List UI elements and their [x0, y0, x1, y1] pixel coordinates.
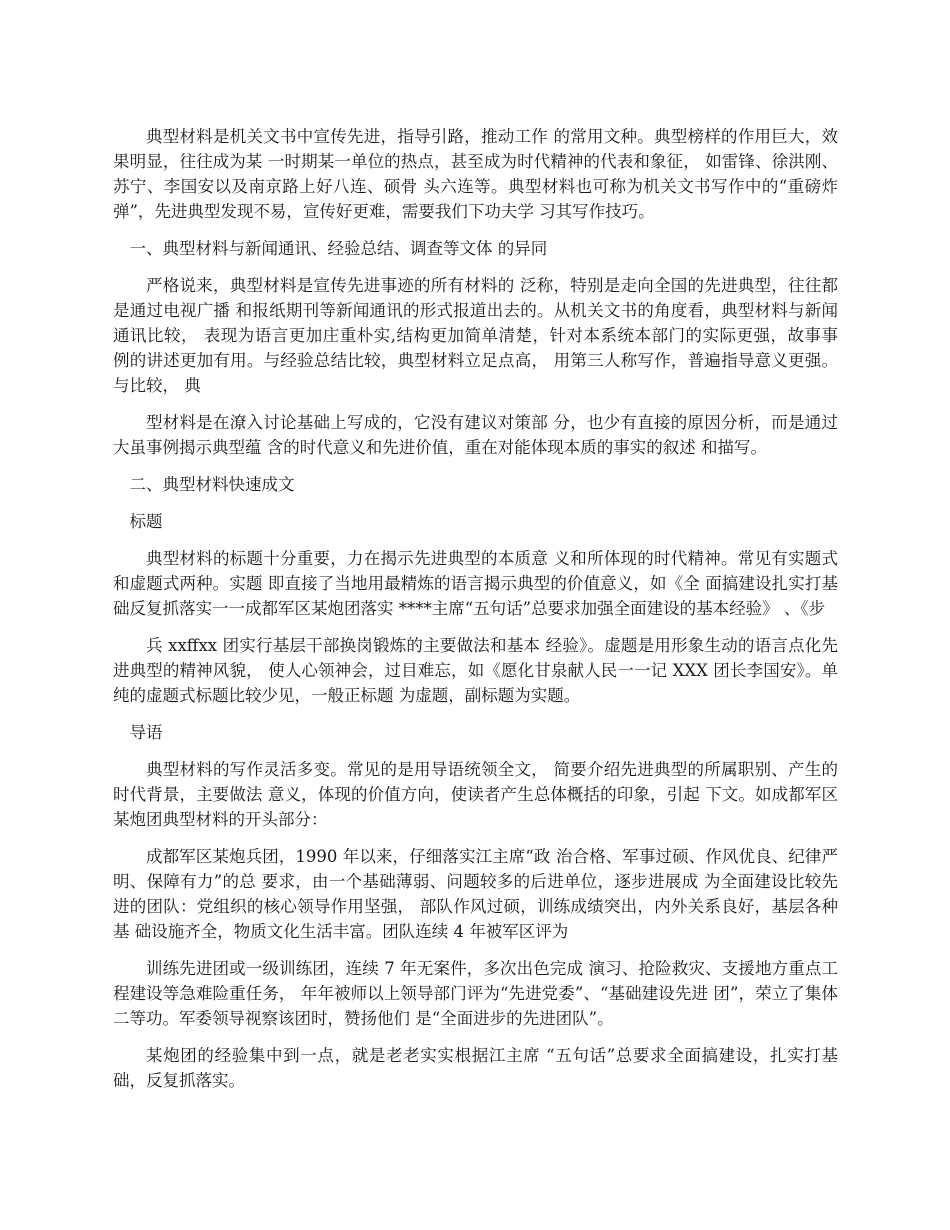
section-heading-2: 二、典型材料快速成文 [129, 475, 295, 494]
paragraph-comparison-cont: 型材料是在潦入讨论基础上写成的，它没有建议对策部 分，也少有直接的原因分析，而是通过大虽事例揭示典型蕴 含的时代意义和先进价值，重在对能体现本质的事实的叙述 和描写。 [113, 413, 838, 457]
paragraph-example-cont: 训练先进团或一级训练团，连续 7 年无案件，多次出色完成 演习、抢险救灾、支援地方重点工程建设等急难险重任务， 年年被师以上领导部门评为“先进党委”、“基础建设先进 团”，荣立了集体二等功。军委领导视察该团时，赞扬他们 是“全面进步的先进团队”。 [113, 959, 838, 1028]
paragraph-example: 成都军区某炮兵团，1990 年以来，仔细落实江主席“政 治合格、军事过硕、作风优良、纪律严明、保障有力”的总 要求，由一个基础薄弱、问题较多的后进单位，逐步进展成 为全面建设比较先进的团队：党组织的核心领导作用坚强， 部队作风过硕，训练成绩突出，内外关系良好，基层各种基 础设施齐全，物质文化生活丰富。团队连续 4 年被军区评为 [113, 847, 838, 941]
paragraph-intro: 典型材料是机关文书中宣传先进，指导引路，推动工作 的常用文种。典型榜样的作用巨大，效果明显，往往成为某 一时期某一单位的热点，甚至成为时代精神的代表和象征， 如雷锋、徐洪刚、苏宁、李国安以及南京路上好八连、硕骨 头六连等。典型材料也可称为机关文书写作中的“重磅炸 弹”，先进典型发现不易，宣传好更难，需要我们下功夫学 习其写作技巧。 [113, 127, 838, 221]
paragraph-lead: 典型材料的写作灵活多变。常见的是用导语统领全文， 简要介绍先进典型的所属职别、产生的时代背景，主要做法 意义，体现的价值方向，使读者产生总体概括的印象，引起 下文。如成都军区某炮团典型材料的开头部分： [113, 760, 838, 829]
paragraph-conclusion: 某炮团的经验集中到一点，就是老老实实根据江主席 “五句话”总要求全面搞建设，扎实打基础，反复抓落实。 [113, 1046, 838, 1090]
document-body [113, 124, 838, 1105]
subheading-title: 标题 [129, 512, 163, 531]
paragraph-comparison: 严格说来，典型材料是宣传先进事迹的所有材料的 泛称，特别是走向全国的先进典型，往往都是通过电视广播 和报纸期刊等新闻通讯的形式报道出去的。从机关文书的角度看，典型材料与新闻通讯比较， 表现为语言更加庄重朴实,结构更加简单清楚，针对本系统本部门的实际更强，故事事 例的讲述更加有用。与经验总结比较，典型材料立足点高， 用第三人称写作，普遍指导意义更强。与比较， 典 [113, 276, 838, 395]
paragraph-title: 典型材料的标题十分重要，力在揭示先进典型的本质意 义和所体现的时代精神。常见有实题式和虚题式两种。实题 即直接了当地用最精炼的语言揭示典型的价值意义，如《全 面搞建设扎实打基础反复抓落实一一成都军区某炮团落实 ****主席“五句话”总要求加强全面建设的基本经验》 、《步 [113, 549, 838, 618]
paragraph-title-cont: 兵 xxffxx 团实行基层干部换岗锻炼的主要做法和基本 经验》。虚题是用形象生动的语言点化先进典型的精神风貌， 使人心领神会，过目难忘，如《愿化甘泉献人民一一记 XXX 团长李国安》。单纯的虚题式标题比较少见，一般正标题 为虚题，副标题为实题。 [113, 636, 838, 705]
section-heading-1: 一、典型材料与新闻通讯、经验总结、调查等文体 的异同 [129, 239, 548, 258]
subheading-lead: 导语 [129, 723, 163, 742]
